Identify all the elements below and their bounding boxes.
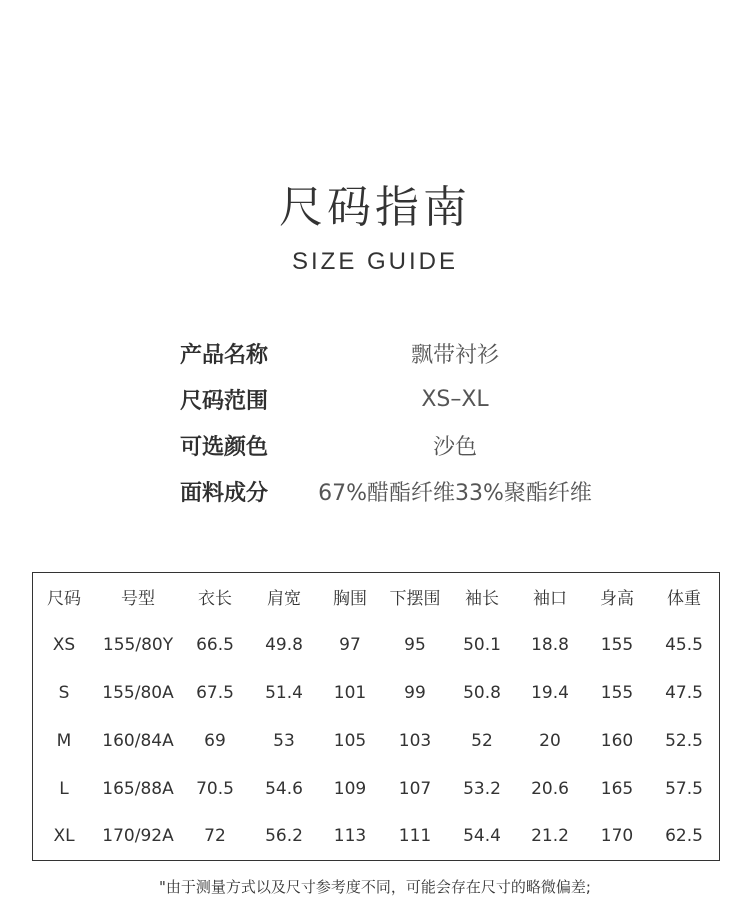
column-header: 袖长 — [465, 589, 499, 610]
column-header: 袖口 — [533, 589, 567, 610]
table-cell: 20.6 — [531, 778, 569, 799]
table-cell: 51.4 — [265, 682, 303, 703]
table-cell: 155/80Y — [102, 634, 174, 655]
table-row — [33, 669, 720, 717]
table-cell: 99 — [404, 682, 426, 703]
table-cell: 101 — [333, 682, 367, 703]
table-cell: 103 — [398, 730, 432, 751]
table-cell: 170/92A — [102, 826, 174, 847]
info-label: 可选颜色 — [180, 434, 269, 460]
info-value: XS–XL — [421, 386, 489, 412]
column-header: 身高 — [600, 589, 634, 610]
info-label: 产品名称 — [180, 342, 269, 368]
table-row — [33, 717, 720, 765]
table-cell: M — [56, 730, 72, 751]
table-cell: 47.5 — [665, 682, 703, 703]
measurement-note: "由于测量方式以及尺寸参考度不同，可能会存在尺寸的略微偏差; — [159, 878, 591, 896]
table-cell: 105 — [333, 730, 367, 751]
table-cell: 45.5 — [665, 634, 703, 655]
size-table — [32, 572, 720, 861]
info-row-fabric — [180, 468, 620, 514]
info-label: 面料成分 — [180, 480, 269, 506]
table-cell: 72 — [204, 826, 226, 847]
table-cell: 56.2 — [265, 826, 303, 847]
info-value: 沙色 — [432, 434, 477, 460]
table-row — [33, 621, 720, 669]
page-subtitle: SIZE GUIDE — [291, 248, 459, 275]
table-cell: 19.4 — [531, 682, 569, 703]
table-cell: 109 — [333, 778, 367, 799]
table-cell: 53.2 — [463, 778, 501, 799]
table-row — [33, 765, 720, 813]
size-table-body — [33, 573, 720, 861]
column-header: 尺码 — [47, 589, 81, 610]
table-cell: 170 — [600, 826, 634, 847]
table-cell: 155 — [600, 682, 634, 703]
column-header: 体重 — [667, 589, 701, 610]
info-row-product-name — [180, 330, 620, 376]
table-cell: 50.8 — [463, 682, 501, 703]
table-cell: 70.5 — [196, 778, 234, 799]
column-header: 胸围 — [333, 589, 367, 610]
table-cell: 57.5 — [665, 778, 703, 799]
table-cell: 111 — [398, 826, 432, 847]
column-header: 号型 — [121, 589, 155, 610]
table-cell: 67.5 — [196, 682, 234, 703]
table-row — [33, 813, 720, 861]
info-row-colors — [180, 422, 620, 468]
table-cell: XL — [53, 826, 75, 847]
table-cell: 20 — [539, 730, 561, 751]
table-cell: 155/80A — [102, 682, 174, 703]
table-cell: 69 — [204, 730, 226, 751]
info-label: 尺码范围 — [180, 388, 269, 414]
table-cell: 54.4 — [463, 826, 501, 847]
table-cell: 155 — [600, 634, 634, 655]
table-cell: XS — [52, 634, 76, 655]
table-cell: 160/84A — [102, 730, 174, 751]
table-cell: 52 — [471, 730, 493, 751]
table-header-row — [33, 573, 720, 621]
table-cell: 50.1 — [463, 634, 501, 655]
table-cell: 97 — [339, 634, 361, 655]
table-cell: 95 — [404, 634, 426, 655]
column-header: 肩宽 — [267, 589, 301, 610]
column-header: 衣长 — [198, 589, 232, 610]
info-value: 飘带衬衫 — [410, 342, 499, 368]
table-cell: 165 — [600, 778, 634, 799]
table-cell: 54.6 — [265, 778, 303, 799]
table-cell: 21.2 — [531, 826, 569, 847]
table-cell: 160 — [600, 730, 634, 751]
table-cell: 52.5 — [665, 730, 703, 751]
column-header: 下摆围 — [389, 589, 441, 610]
product-info — [180, 330, 620, 514]
table-cell: 66.5 — [196, 634, 234, 655]
table-cell: S — [58, 682, 70, 703]
table-cell: L — [59, 778, 69, 799]
page-title: 尺码指南 — [279, 182, 471, 233]
table-cell: 113 — [333, 826, 367, 847]
info-row-size-range — [180, 376, 620, 422]
table-cell: 49.8 — [265, 634, 303, 655]
table-cell: 18.8 — [531, 634, 569, 655]
table-cell: 62.5 — [665, 826, 703, 847]
info-value: 67%醋酯纤维33%聚酯纤维 — [318, 480, 592, 506]
table-cell: 53 — [273, 730, 295, 751]
table-cell: 107 — [398, 778, 432, 799]
table-cell: 165/88A — [102, 778, 174, 799]
